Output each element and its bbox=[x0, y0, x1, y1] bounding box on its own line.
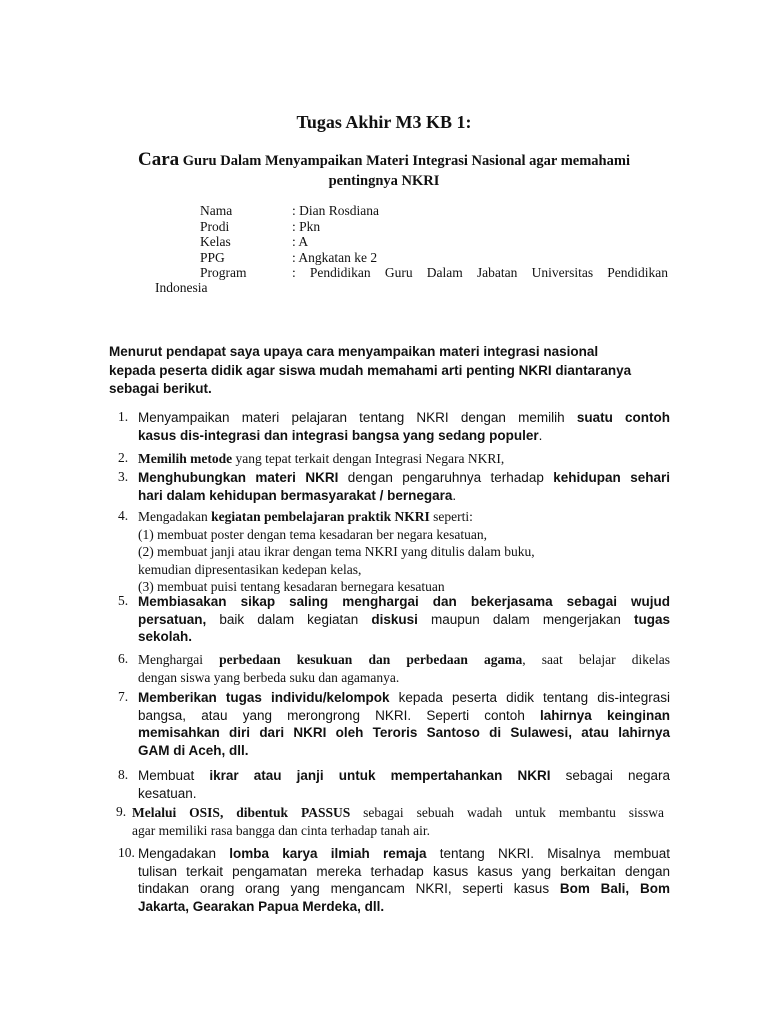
identity-value: : Pendidikan Guru Dalam Jabatan Universitas Pendidikan bbox=[292, 265, 668, 280]
list-item-number: 8. bbox=[118, 767, 129, 782]
bold-text: ikrar atau janji untuk mempertahankan NKRI bbox=[209, 768, 551, 783]
list-item-text bbox=[138, 469, 670, 504]
text-line bbox=[138, 898, 670, 916]
list-item-number: 4. bbox=[118, 508, 129, 523]
plain-text: kesatuan. bbox=[138, 785, 197, 801]
intro-line: Menurut pendapat saya upaya cara menyampaikan materi integrasi nasional bbox=[109, 344, 599, 359]
text-line bbox=[138, 669, 670, 687]
list-item-number: 2. bbox=[118, 450, 129, 465]
text-line bbox=[138, 469, 670, 487]
identity-value: : Pkn bbox=[292, 219, 321, 234]
list-item-text bbox=[138, 845, 670, 915]
plain-text: sebagai negara bbox=[550, 768, 671, 783]
identity-value: : Dian Rosdiana bbox=[292, 203, 379, 218]
bold-text: kehidupan sehari bbox=[553, 470, 670, 485]
plain-text: maupun dalam mengerjakan bbox=[417, 611, 634, 627]
list-item-number: 3. bbox=[118, 469, 129, 484]
bold-text: Memilih metode bbox=[138, 451, 233, 466]
list-item-number: 5. bbox=[118, 593, 129, 608]
text-line bbox=[132, 804, 664, 822]
plain-text: Mengadakan bbox=[138, 846, 230, 861]
plain-text: . bbox=[452, 487, 457, 503]
text-line bbox=[138, 526, 670, 544]
list-item-number: 1. bbox=[118, 409, 129, 424]
text-line bbox=[138, 845, 670, 863]
plain-text: kemudian dipresentasikan kedepan kelas, bbox=[138, 561, 362, 577]
subtitle-line2: pentingnya NKRI bbox=[328, 173, 440, 189]
plain-text: agar memiliki rasa bangga dan cinta terhadap tanah air. bbox=[132, 822, 430, 838]
bold-text: lahirnya keinginan bbox=[540, 707, 670, 723]
identity-label: Nama bbox=[200, 203, 233, 218]
bold-text: tugas bbox=[634, 611, 671, 627]
list-item-text bbox=[132, 804, 664, 839]
bold-text: memisahkan diri dari NKRI oleh Teroris Santoso di Sulawesi, atau lahirnya bbox=[138, 725, 670, 740]
identity-label: Program bbox=[200, 265, 247, 280]
plain-text: Membuat bbox=[138, 768, 210, 783]
text-line bbox=[138, 742, 670, 760]
bold-text: Menghubungkan materi NKRI bbox=[138, 470, 339, 485]
intro-line: kepada peserta didik agar siswa mudah memahami arti penting NKRI diantaranya bbox=[109, 362, 632, 378]
text-line bbox=[138, 561, 670, 579]
bold-text: suatu contoh bbox=[576, 410, 670, 425]
bold-text: Membiasakan sikap saling menghargai dan bekerjasama sebagai wujud bbox=[138, 594, 670, 609]
plain-text: (2) membuat janji atau ikrar dengan tema NKRI yang ditulis dalam buku, bbox=[138, 544, 535, 559]
bold-text: diskusi bbox=[371, 611, 418, 627]
plain-text: bangsa, atau yang merongrong NKRI. Seperti contoh bbox=[138, 707, 541, 723]
list-item-text bbox=[138, 593, 670, 646]
list-item-text bbox=[138, 508, 670, 596]
plain-text: (1) membuat poster dengan tema kesadaran ber negara kesatuan, bbox=[138, 526, 487, 542]
bold-text: Jakarta, Gearakan Papua Merdeka, dll. bbox=[138, 898, 385, 914]
list-item-number: 9. bbox=[116, 804, 127, 819]
list-item-text bbox=[138, 409, 670, 444]
bold-text: Memberikan tugas individu/kelompok bbox=[138, 690, 390, 705]
identity-value: : A bbox=[292, 234, 309, 249]
intro-paragraph bbox=[109, 343, 669, 399]
bold-text: kegiatan pembelajaran praktik NKRI bbox=[211, 509, 430, 524]
text-line bbox=[138, 450, 670, 468]
plain-text: sebagai sebuah wadah untuk membantu sisswa bbox=[350, 805, 664, 820]
text-line bbox=[138, 724, 670, 742]
text-line bbox=[132, 822, 664, 840]
intro-line: sebagai berikut. bbox=[109, 381, 212, 396]
plain-text: Mengadakan bbox=[138, 509, 212, 524]
text-line bbox=[138, 593, 670, 611]
identity-label: PPG bbox=[200, 250, 225, 265]
identity-value: : Angkatan ke 2 bbox=[292, 250, 378, 265]
list-item-text bbox=[138, 450, 670, 468]
list-item-text bbox=[138, 767, 670, 802]
list-item-text bbox=[138, 689, 670, 759]
bold-text: hari dalam kehidupan bermasyarakat / bernegara bbox=[138, 487, 453, 503]
plain-text: Menyampaikan materi pelajaran tentang NKRI dengan memilih bbox=[138, 410, 577, 425]
plain-text: tindakan orang orang yang mengancam NKRI, seperti kasus bbox=[138, 881, 560, 896]
bold-text: lomba karya ilmiah remaja bbox=[229, 846, 427, 861]
text-line bbox=[138, 427, 670, 445]
plain-text: baik dalam kegiatan bbox=[206, 611, 372, 627]
plain-text: tulisan terkait pengamatan mereka terhadap kasus kasus yang berkaitan dengan bbox=[138, 863, 670, 879]
plain-text: , saat belajar dikelas bbox=[522, 652, 670, 667]
text-line bbox=[138, 651, 670, 669]
plain-text: tentang NKRI. Misalnya membuat bbox=[426, 846, 670, 861]
bold-text: perbedaan kesukuan dan perbedaan agama bbox=[219, 652, 523, 667]
subtitle-lead: Cara bbox=[138, 149, 180, 170]
identity-program-wrap: Indonesia bbox=[155, 280, 208, 295]
list-item-number: 10. bbox=[118, 845, 135, 860]
text-line bbox=[138, 409, 670, 427]
text-line bbox=[138, 863, 670, 881]
text-line bbox=[138, 689, 670, 707]
plain-text: Menghargai bbox=[138, 652, 220, 667]
plain-text: kepada peserta didik tentang dis-integrasi bbox=[389, 690, 670, 705]
text-line bbox=[138, 707, 670, 725]
plain-text: dengan pengaruhnya terhadap bbox=[338, 470, 554, 485]
list-item-text bbox=[138, 651, 670, 686]
identity-label: Prodi bbox=[200, 219, 230, 234]
bold-text: kasus dis-integrasi dan integrasi bangsa yang sedang populer bbox=[138, 427, 539, 443]
text-line bbox=[138, 785, 670, 803]
document-subtitle bbox=[110, 150, 658, 191]
list-item-number: 6. bbox=[118, 651, 129, 666]
text-line bbox=[138, 508, 670, 526]
text-line bbox=[138, 543, 670, 561]
bold-text: Melalui OSIS, dibentuk PASSUS bbox=[132, 805, 351, 820]
page-title: Tugas Akhir M3 KB 1: bbox=[296, 112, 472, 132]
text-line bbox=[138, 487, 670, 505]
text-line bbox=[138, 611, 670, 629]
plain-text: seperti: bbox=[429, 509, 473, 524]
subtitle-rest: Guru Dalam Menyampaikan Materi Integrasi Nasional agar memahami bbox=[179, 153, 630, 169]
identity-label: Kelas bbox=[200, 234, 231, 249]
text-line bbox=[138, 767, 670, 785]
plain-text: yang tepat terkait dengan Integrasi Negara NKRI, bbox=[232, 451, 505, 466]
text-line bbox=[138, 880, 670, 898]
list-item-number: 7. bbox=[118, 689, 129, 704]
plain-text: dengan siswa yang berbeda suku dan agamanya. bbox=[138, 669, 400, 685]
bold-text: GAM di Aceh, dll. bbox=[138, 742, 249, 758]
bold-text: sekolah. bbox=[138, 629, 193, 644]
plain-text: (3) membuat puisi tentang kesadaran bernegara kesatuan bbox=[138, 579, 445, 594]
text-line bbox=[138, 628, 670, 646]
bold-text: persatuan, bbox=[138, 611, 207, 627]
bold-text: Bom Bali, Bom bbox=[559, 881, 670, 896]
plain-text: . bbox=[538, 427, 543, 443]
